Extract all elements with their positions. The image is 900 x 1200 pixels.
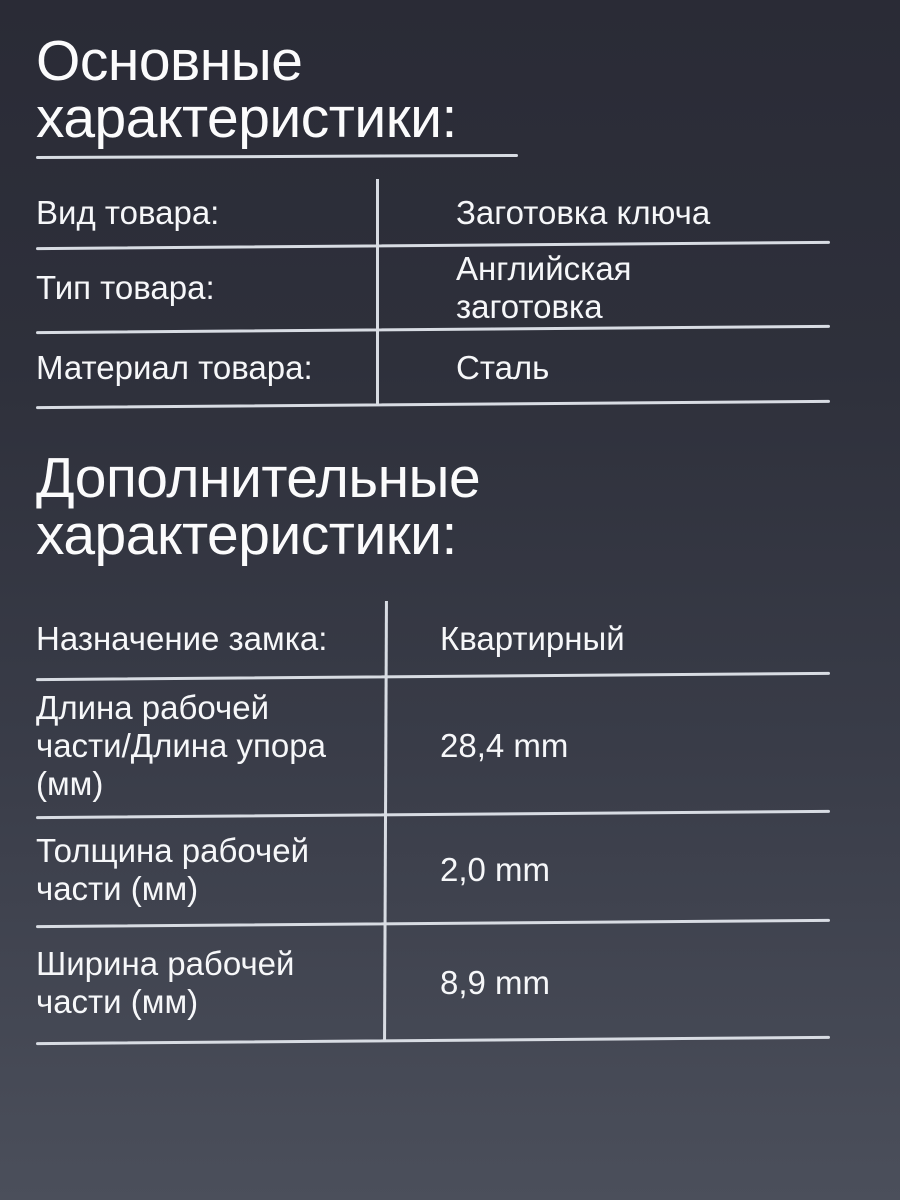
table-row: [36, 924, 830, 1041]
row-divider-line: [36, 400, 830, 409]
table-row: [36, 815, 830, 924]
row-divider-line: [36, 1036, 830, 1045]
section-main-specs: [36, 29, 864, 405]
table-row: [36, 330, 830, 405]
spec-label: Материал товара:: [36, 348, 313, 386]
spec-value: Квартирный: [440, 620, 625, 657]
spec-label: Толщина рабочей части (мм): [36, 831, 310, 907]
spec-value: 8,9 mm: [440, 963, 551, 1001]
spec-label: Назначение замка:: [36, 620, 328, 657]
table-row: [36, 246, 830, 330]
title-underline: [36, 154, 518, 159]
spec-label: Ширина рабочей части (мм): [36, 944, 295, 1020]
spec-label: Вид товара:: [36, 193, 220, 231]
spec-value: 28,4 mm: [440, 727, 569, 764]
column-divider-line: [376, 179, 379, 404]
spec-value-text: Английская заготовка: [456, 250, 632, 325]
additional-specs-table: [36, 601, 830, 1041]
additional-specs-title: Дополнительные характеристики:: [36, 446, 481, 567]
spec-label: Тип товара:: [36, 269, 215, 306]
spec-value: [376, 349, 786, 387]
spec-label: Длина рабочей части/Длина упора (мм): [36, 689, 326, 802]
table-row: [36, 677, 830, 815]
main-specs-table: [36, 179, 830, 405]
spec-value: 2,0 mm: [440, 850, 551, 888]
spec-value: [376, 250, 786, 326]
spec-value-text: Заготовка ключа: [456, 193, 711, 231]
main-specs-title: Основные характеристики:: [36, 29, 457, 150]
spec-value-text: Сталь: [456, 348, 550, 386]
table-row: [36, 601, 830, 677]
spec-value: [376, 194, 786, 232]
section-additional-specs: [36, 446, 864, 1041]
table-row: [36, 179, 830, 246]
